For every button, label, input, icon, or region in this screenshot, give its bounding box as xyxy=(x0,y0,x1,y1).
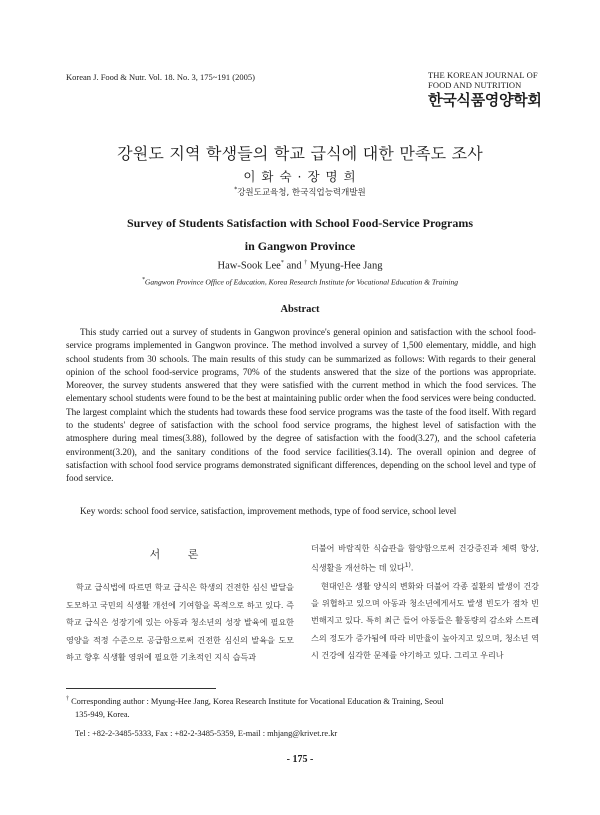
author-1: Haw-Sook Lee xyxy=(217,260,281,272)
affil-en-marker: * xyxy=(141,277,145,283)
title-english xyxy=(0,212,600,258)
author-1-marker: * xyxy=(280,260,284,266)
title-english-line2: in Gangwon Province xyxy=(244,239,356,253)
title-english-line1: Survey of Students Satisfaction with School Food-Service Programs xyxy=(126,216,474,230)
journal-logo-block xyxy=(428,70,546,109)
author-2: Myung-Hee Jang xyxy=(309,260,383,272)
affil-marker: * xyxy=(234,186,238,194)
abstract-body: This study carried out a survey of students in Gangwon province's general opinion and satisfaction with the school food-service programs implemented in Gangwon province. The method involved a survey of 1,500 elementary, middle, and high school students from 30 schools. The main results of this study can be summarized as follows: With regards to their general opinion of the school food-service programs, 70% of the students answered that the size of the portions was appropriate. Moreover, the survey students answered that they were satisfied with the current method in which the food services. The elementary school students were found to be the best at maintaining public order when the food services were being conducted. The largest complaint which the students had towards these food service programs was the taste of the food itself. With regard to the students' degree of satisfaction with the school food service programs, the highest level of satisfaction with the atmosphere during meal times(3.88), followed by the degree of satisfaction with the food(3.27), and the school cafeteria environment(3.20), and the sanitary conditions of the food service facilities(3.14). The overall opinion and degree of satisfaction with school food service programs demonstrated significant differences, depending on the school level and type of food service. xyxy=(66,327,536,484)
intro-p1-text: 더불어 바람직한 식습관을 함양함으로써 건강증진과 체력 향상, 식생활을 개선하는 데 있다 xyxy=(311,543,539,574)
footnote-line1-text: Corresponding author : Myung-Hee Jang, Korea Research Institute for Vocational Education & Training, Seoul xyxy=(71,696,444,706)
affiliations-korean xyxy=(0,186,600,198)
footnote-contact: Tel : +82-2-3485-5333, Fax : +82-2-3485-5359, E-mail : mhjang@krivet.re.kr xyxy=(75,728,338,738)
authors-korean xyxy=(0,167,600,185)
title-korean: 강원도 지역 학생들의 학교 급식에 대한 만족도 조사 xyxy=(117,144,483,163)
right-column xyxy=(311,540,539,665)
journal-name-en-line2: FOOD AND NUTRITION xyxy=(428,80,522,90)
footnote-line2: 135-949, Korea. xyxy=(75,709,130,719)
authors-and: and xyxy=(286,260,302,272)
affiliation-english xyxy=(0,277,600,287)
author-2-marker: † xyxy=(304,260,308,266)
footnote-divider xyxy=(66,688,216,689)
authors-korean-text: 이 화 숙 · 장 명 희 xyxy=(243,169,357,184)
intro-paragraph-left: 학교 급식법에 따르면 학교 급식은 학생의 건전한 심신 발달을 도모하고 국민의 식생활 개선에 기여함을 목적으로 하고 있다. 즉 학교 급식은 성장기에 있는 아동과 청소년의 성장 발육에 필요한 영양을 적정 수준으로 공급함으로써 건전한 심신의 발육을 도모하고 향후 식생활 영위에 필요한 기초적인 지식 습득과 xyxy=(66,582,294,663)
footnote xyxy=(66,693,538,740)
footnote-marker: † xyxy=(66,696,69,702)
keywords: Key words: school food service, satisfaction, improvement methods, type of food service, school level xyxy=(80,506,457,516)
authors-english xyxy=(0,260,600,272)
intro-paragraph-right-2: 현대인은 생활 양식의 변화와 더불어 각종 질환의 발생이 건강을 위협하고 있으며 아동과 청소년에게서도 발생 빈도가 점차 빈번해지고 있다. 특히 최근 들어 아동들은 활동량의 감소와 스트레스의 정도가 증가됨에 따라 비만율이 높아지고 있으며, 청소년 역시 건강에 심각한 문제를 야기하고 있다. 그리고 우리나 xyxy=(311,580,539,661)
footnote-line1 xyxy=(66,693,538,708)
citation-ref: 1) xyxy=(404,562,411,570)
abstract-heading: Abstract xyxy=(280,304,320,315)
section-title: 서 론 xyxy=(149,548,211,561)
journal-reference: Korean J. Food & Nutr. Vol. 18. No. 3, 175~191 (2005) xyxy=(66,72,255,82)
left-column xyxy=(66,546,294,666)
journal-name-ko: 한국식품영양학회 xyxy=(428,91,542,109)
affiliation-english-text: Gangwon Province Office of Education, Korea Research Institute for Vocational Education & Training xyxy=(144,277,459,287)
page-number: - 175 - xyxy=(286,754,314,765)
journal-name-en-line1: THE KOREAN JOURNAL OF xyxy=(428,70,538,80)
affiliations-korean-text: 강원도교육청, 한국직업능력개발원 xyxy=(237,188,366,198)
intro-paragraph-right-1: 더불어 바람직한 식습관을 함양함으로써 건강증진과 체력 향상, 식생활을 개선하는 데 있다$^{1)}$. xyxy=(311,543,539,574)
